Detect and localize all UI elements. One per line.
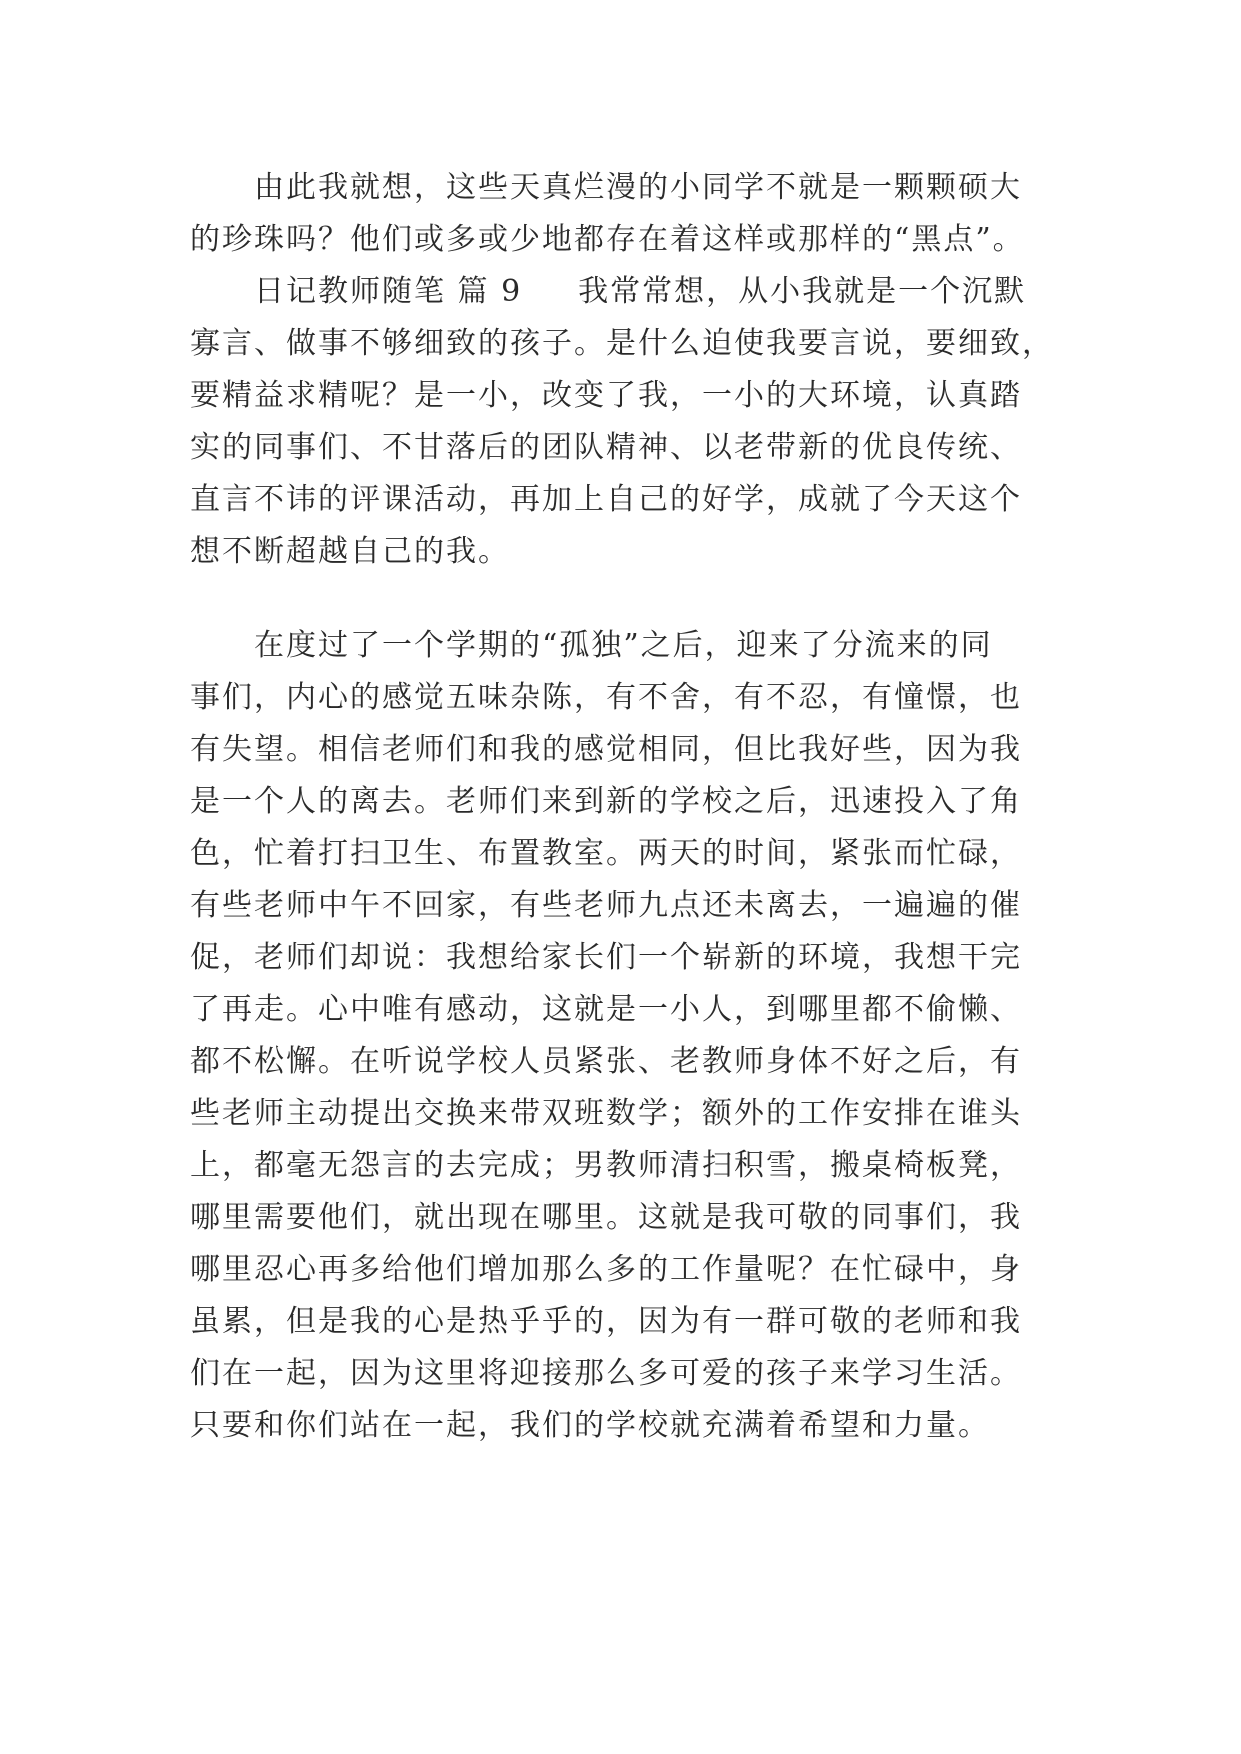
paragraph-3-line: 都不松懈。在听说学校人员紧张、老教师身体不好之后，有	[190, 1044, 1022, 1079]
paragraph-1-line: 的珍珠吗？他们或多或少地都存在着这样或那样的“黑点”。	[190, 222, 1025, 257]
paragraph-3-line: 只要和你们站在一起，我们的学校就充满着希望和力量。	[190, 1408, 990, 1443]
section-heading: 日记教师随笔 篇 9	[254, 274, 523, 309]
paragraph-3-line: 上，都毫无怨言的去完成；男教师清扫积雪，搬桌椅板凳，	[190, 1148, 1022, 1183]
text-section-bottom	[190, 620, 1070, 1452]
paragraph-2-line: 寡言、做事不够细致的孩子。是什么迫使我要言说，要细致，	[190, 326, 1054, 361]
paragraph-2-line: 我常常想，从小我就是一个沉默	[578, 274, 1027, 309]
paragraph-3-line: 虽累，但是我的心是热乎乎的，因为有一群可敬的老师和我	[190, 1304, 1022, 1339]
paragraph-2-line: 想不断超越自己的我。	[190, 534, 510, 569]
paragraph-1-line: 由此我就想，这些天真烂漫的小同学不就是一颗颗硕大	[254, 170, 1022, 205]
paragraph-3-line: 哪里需要他们，就出现在哪里。这就是我可敬的同事们，我	[190, 1200, 1022, 1235]
paragraph-3-line: 哪里忍心再多给他们增加那么多的工作量呢？在忙碌中，身	[190, 1252, 1022, 1287]
paragraph-3-line: 色，忙着打扫卫生、布置教室。两天的时间，紧张而忙碌，	[190, 836, 1022, 871]
paragraph-3-line: 有失望。相信老师们和我的感觉相同，但比我好些，因为我	[190, 732, 1022, 767]
paragraph-3-line: 事们，内心的感觉五味杂陈，有不舍，有不忍，有憧憬，也	[190, 680, 1022, 715]
paragraph-2-line: 实的同事们、不甘落后的团队精神、以老带新的优良传统、	[190, 430, 1022, 465]
paragraph-3-line: 们在一起，因为这里将迎接那么多可爱的孩子来学习生活。	[190, 1356, 1022, 1391]
paragraph-3-line: 了再走。心中唯有感动，这就是一小人，到哪里都不偷懒、	[190, 992, 1022, 1027]
paragraph-3-line: 些老师主动提出交换来带双班数学；额外的工作安排在谁头	[190, 1096, 1022, 1131]
paragraph-3-line: 有些老师中午不回家，有些老师九点还未离去，一遍遍的催	[190, 888, 1022, 923]
paragraph-3-line: 是一个人的离去。老师们来到新的学校之后，迅速投入了角	[190, 784, 1022, 819]
paragraph-2-line: 直言不讳的评课活动，再加上自己的好学，成就了今天这个	[190, 482, 1022, 517]
paragraph-2-line: 要精益求精呢？是一小，改变了我，一小的大环境，认真踏	[190, 378, 1022, 413]
paragraph-3-line: 在度过了一个学期的“孤独”之后，迎来了分流来的同	[254, 628, 993, 663]
paragraph-3-line: 促，老师们却说：我想给家长们一个崭新的环境，我想干完	[190, 940, 1022, 975]
text-section-top	[190, 162, 1070, 578]
paragraph-2-first-line	[190, 266, 1070, 318]
